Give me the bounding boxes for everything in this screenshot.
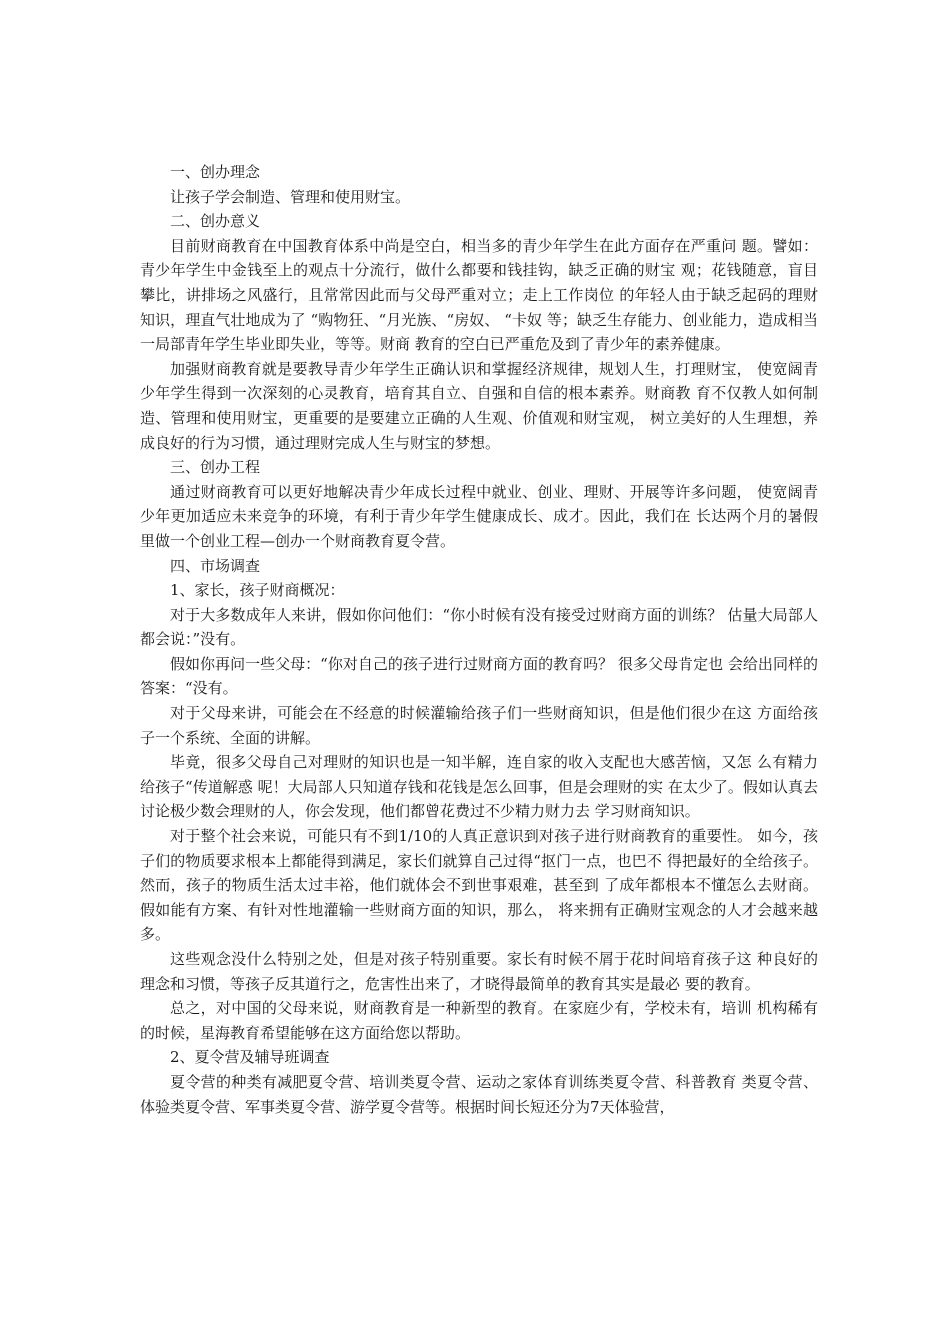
heading-founding-concept: 一、创办理念	[170, 163, 261, 181]
paragraph-summer-camp: 夏令营的种类有减肥夏令营、培训类夏令营、运动之家体育训练类夏令营、科普教育 类夏令营、体验类夏令营、军事类夏令营、游学夏令营等。根据时间长短还分为7天体验营，	[140, 1072, 818, 1116]
heading-market-survey: 四、市场调查	[170, 556, 261, 575]
heading-founding-project: 三、创办工程	[170, 458, 261, 477]
document-body	[140, 160, 818, 1119]
subheading-summer-camp: 2、夏令营及辅导班调查	[170, 1048, 330, 1067]
subheading-parents-children: 1、家长，孩子财商概况：	[170, 581, 345, 600]
paragraph-significance-1: 目前财商教育在中国教育体系中尚是空白，相当多的青少年学生在此方面存在严重问 题。譬如：青少年学生中金钱至上的观点十分流行，做什么都要和钱挂钩，缺乏正确的财宝 观；花钱随意，盲目攀比，讲排场之风盛行，且常常因此而与父母严重对立；走上工作岗位 的年轻人由于缺乏起码的理财知识，理直气壮地成为了 “购物狂、“月光族、“房奴、 “卡奴 等；缺乏生存能力、创业能力，造成相当一局部青年学生毕业即失业，等等。财商 教育的空白已严重危及到了青少年的素养健康。	[140, 236, 818, 354]
paragraph-significance-2: 加强财商教育就是要教导青少年学生正确认识和掌握经济规律，规划人生，打理财宝， 使宽阔青少年学生得到一次深刻的心灵教育，培育其自立、自强和自信的根本素养。财商教 育不仅教人如何制造、管理和使用财宝，更重要的是要建立正确的人生观、价值观和财宝观， 树立美好的人生理想，养成良好的行为习惯，通过理财完成人生与财宝的梦想。	[140, 359, 818, 452]
paragraph-survey-7: 总之，对中国的父母来说，财商教育是一种新型的教育。在家庭少有，学校未有，培训 机构稀有的时候，星海教育希望能够在这方面给您以帮助。	[140, 999, 818, 1042]
paragraph-survey-1: 对于大多数成年人来讲，假如你问他们：“你小时候有没有接受过财商方面的训练？ 估量大局部人都会说：”没有。	[140, 605, 818, 649]
paragraph-concept: 让孩子学会制造、管理和使用财宝。	[170, 187, 411, 206]
paragraph-survey-6: 这些观念没什么特别之处，但是对孩子特别重要。家长有时候不屑于花时间培育孩子这 种良好的理念和习惯，等孩子反其道行之，危害性出来了，才晓得最简单的教育其实是最必 要的教育。	[140, 950, 818, 993]
paragraph-survey-5: 对于整个社会来说，可能只有不到1/10的人真正意识到对孩子进行财商教育的重要性。 如今，孩子们的物质要求根本上都能得到满足，家长们就算自己过得“抠门一点，也巴不 得把最好的全给孩子。然而，孩子的物质生活太过丰裕，他们就体会不到世事艰难，甚至到 了成年都根本不懂怎么去财商。假如能有方案、有针对性地灌输一些财商方面的知识，那么， 将来拥有正确财宝观念的人才会越来越多。	[140, 827, 818, 944]
paragraph-project: 通过财商教育可以更好地解决青少年成长过程中就业、创业、理财、开展等许多问题， 使宽阔青少年更加适应未来竞争的环境，有利于青少年学生健康成长、成才。因此，我们在 长达两个月的暑假里做一个创业工程—创办一个财商教育夏令营。	[140, 482, 818, 550]
paragraph-survey-4: 毕竟，很多父母自己对理财的知识也是一知半解，连自家的收入支配也大感苦恼，又怎 么有精力给孩子“传道解惑 呢！大局部人只知道存钱和花钱是怎么回事，但是会理财的实 在太少了。假如认真去讨论极少数会理财的人，你会发现，他们都曾花费过不少精力财力去 学习财商知识。	[140, 753, 818, 821]
paragraph-survey-2: 假如你再问一些父母：“你对自己的孩子进行过财商方面的教育吗？ 很多父母肯定也 会给出同样的答案：“没有。	[140, 654, 818, 698]
paragraph-survey-3: 对于父母来讲，可能会在不经意的时候灌输给孩子们一些财商知识，但是他们很少在这 方面给孩子一个系统、全面的讲解。	[140, 704, 818, 747]
heading-founding-significance: 二、创办意义	[170, 212, 261, 231]
